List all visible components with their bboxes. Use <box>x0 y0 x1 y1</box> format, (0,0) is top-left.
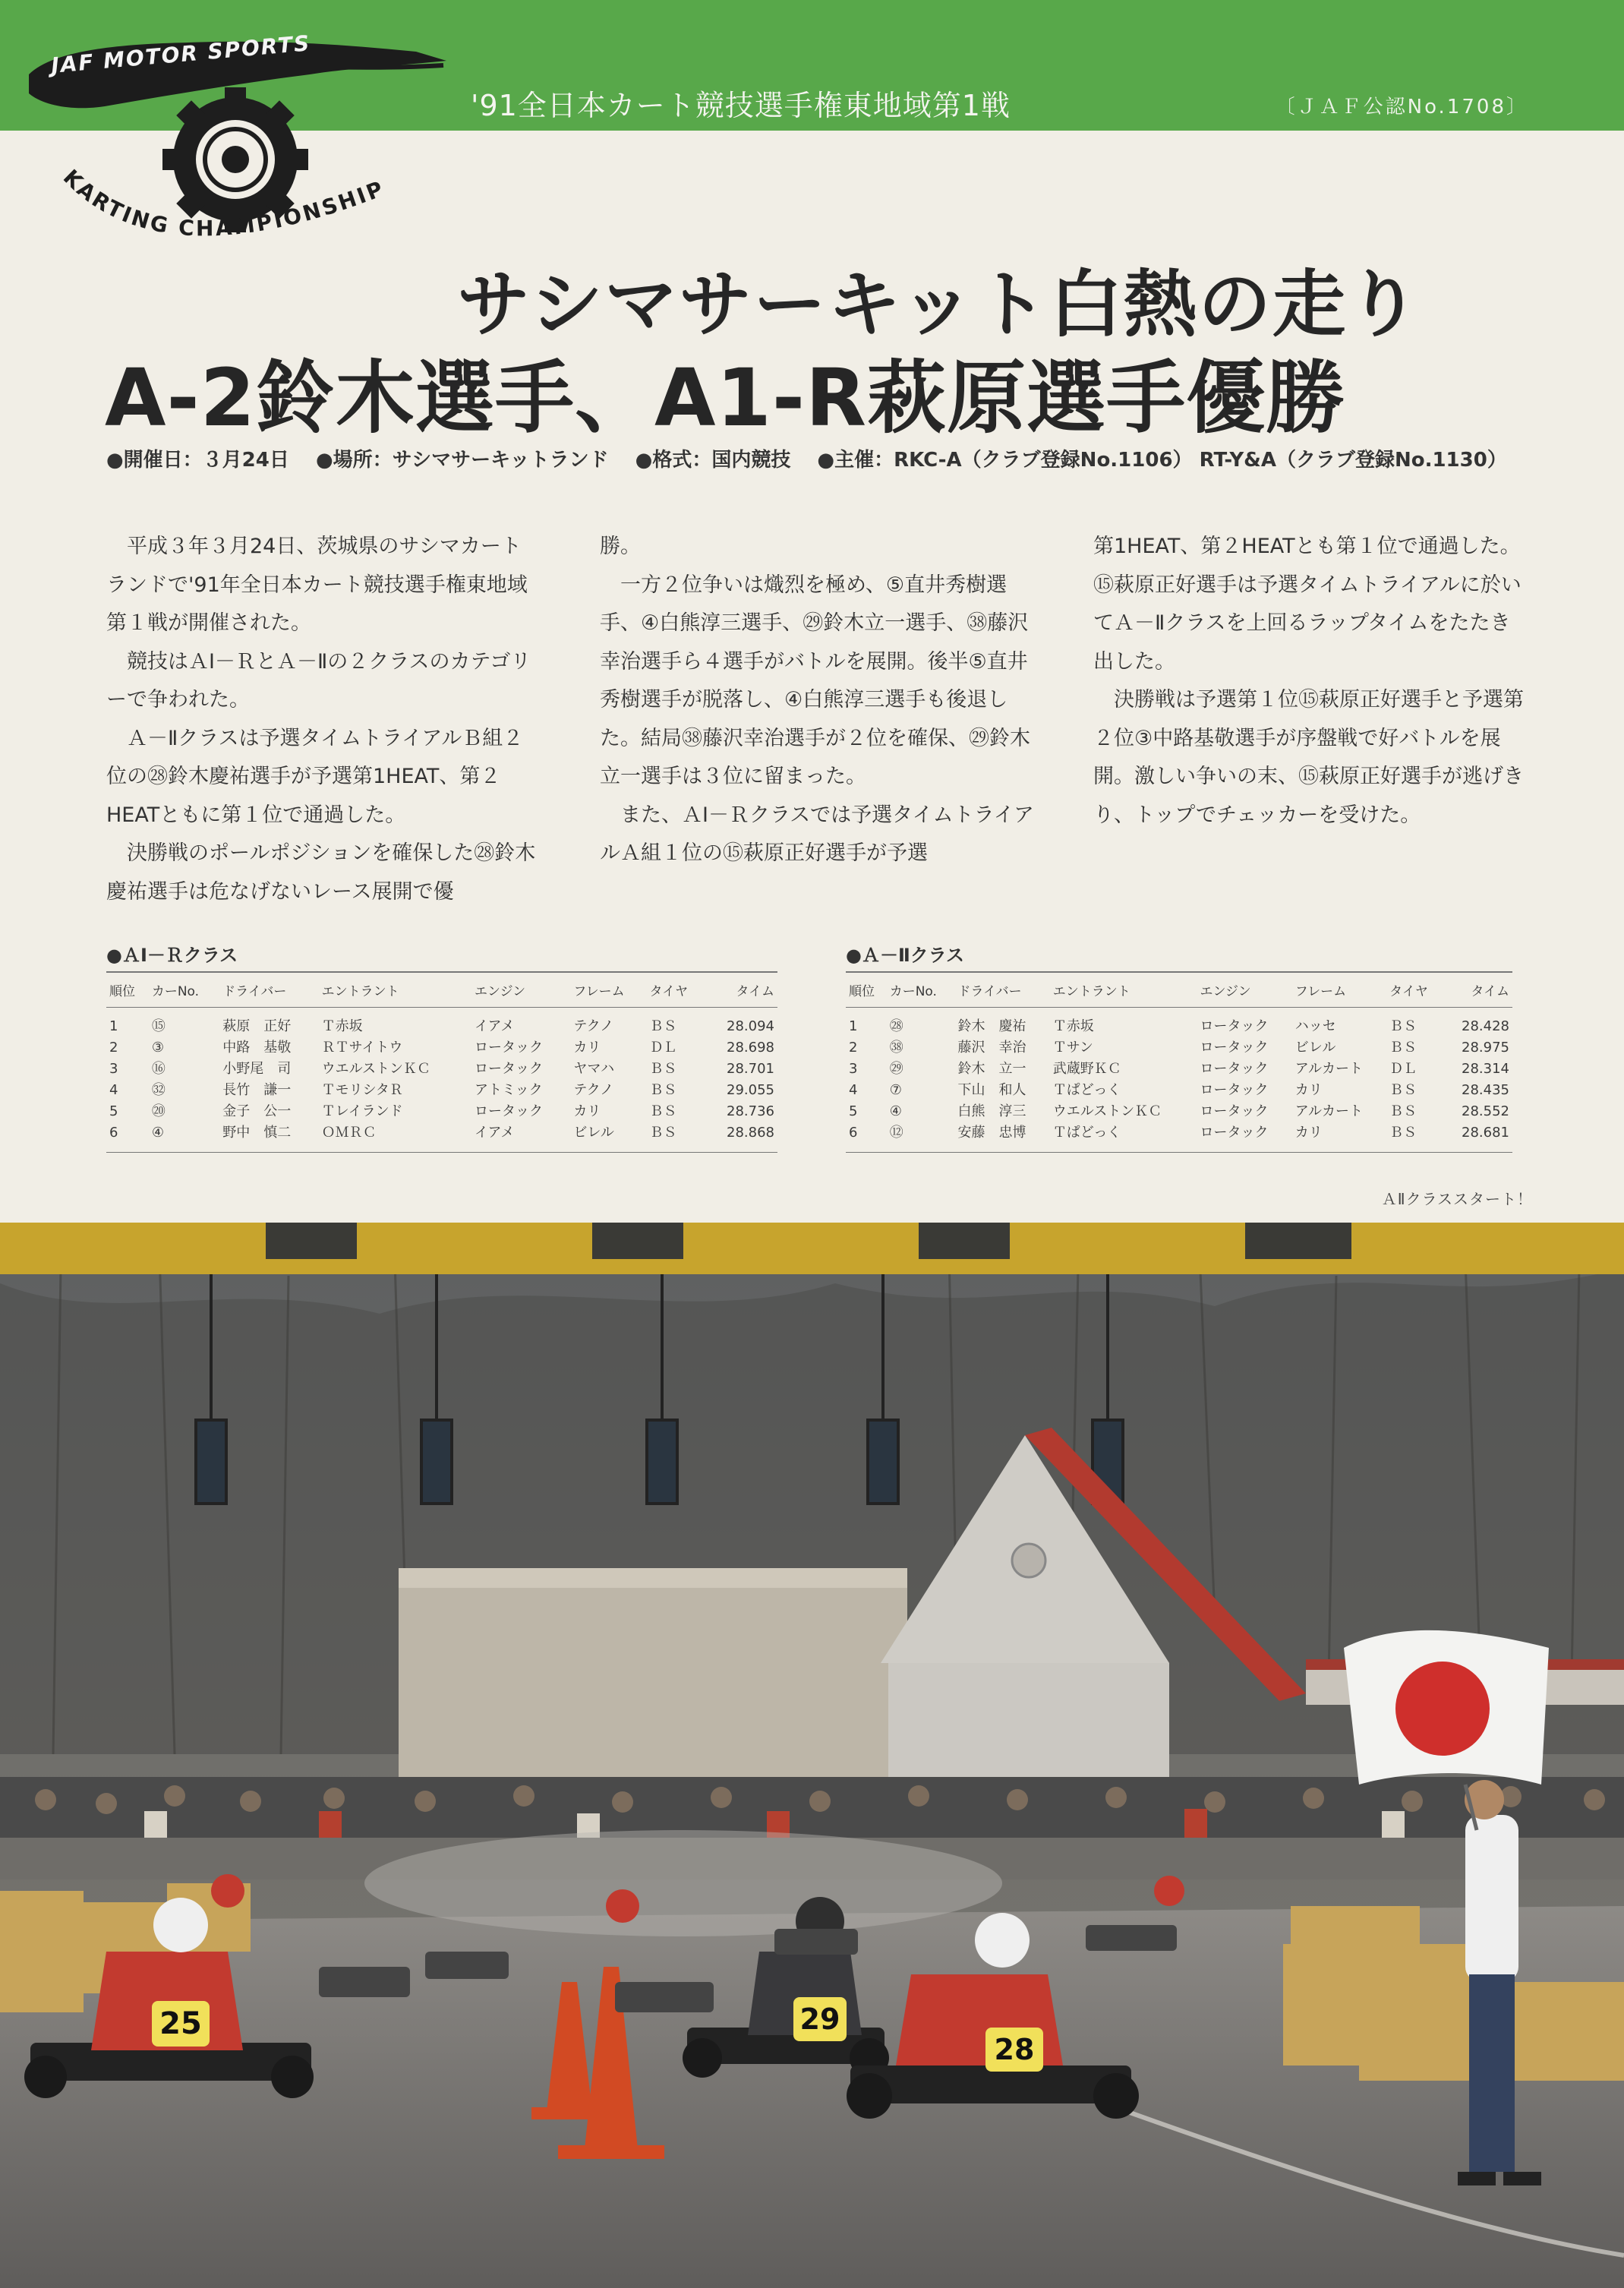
table-row: 4 ⑦ 下山 和人 Ｔぱどっく ロータック カリ ＢＳ 28.435 <box>849 1082 1509 1098</box>
table-row: 1 ㉘ 鈴木 慶祐 Ｔ赤坂 ロータック ハッセ ＢＳ 28.428 <box>849 1018 1509 1034</box>
col-engine: エンジン <box>1197 972 1291 1008</box>
col-entrant: エントラント <box>319 972 471 1008</box>
results-table <box>106 971 777 1153</box>
col-engine: エンジン <box>471 972 570 1008</box>
col-pos: 順位 <box>106 972 149 1008</box>
table-title: ●Ａ－Ⅱクラス <box>846 945 965 966</box>
paragraph: 決勝戦は予選第１位⑮萩原正好選手と予選第２位③中路基敬選手が序盤戦で好バトルを展開。激しい争いの末、⑮萩原正好選手が逃げきり、トップでチェッカーを受けた。 <box>1093 688 1524 827</box>
karting-championship-logo <box>46 87 440 277</box>
meta-date: ●開催日：３月24日 <box>106 449 289 472</box>
table-row: 1 ⑮ 萩原 正好 Ｔ赤坂 イアメ テクノ ＢＳ 28.094 <box>109 1018 774 1034</box>
logo-arc-text: KARTING CHAMPIONSHIP <box>58 164 389 241</box>
brand-text: JAF MOTOR SPORTS <box>50 30 312 78</box>
table-row: 5 ④ 白熊 淳三 ウエルストンＫＣ ロータック アルカート ＢＳ 28.552 <box>849 1103 1509 1119</box>
article-column-1 <box>106 528 539 911</box>
table-row: 3 ㉙ 鈴木 立一 武蔵野ＫＣ ロータック アルカート ＤＬ 28.314 <box>849 1061 1509 1077</box>
meta-format: ●格式：国内競技 <box>635 449 791 472</box>
meta-organizer: ●主催：RKC-A（クラブ登録No.1106） RT-Y&A（クラブ登録No.1130） <box>817 449 1507 472</box>
event-title: '91全日本カート競技選手権東地域第1戦 <box>471 89 1011 122</box>
table-row: 2 ③ 中路 基敬 ＲＴサイトウ ロータック カリ ＤＬ 28.698 <box>109 1040 774 1056</box>
results-table <box>846 971 1512 1153</box>
col-time: タイム <box>706 972 777 1008</box>
paragraph: 第1HEAT、第２HEATとも第１位で通過した。⑮萩原正好選手は予選タイムトライアルに於いてＡ－Ⅱクラスを上回るラップタイムをたたき出した。 <box>1093 535 1522 674</box>
table-row: 2 ㊳ 藤沢 幸治 Ｔサン ロータック ビレル ＢＳ 28.975 <box>849 1040 1509 1056</box>
headline-line-1: サシマサーキット白熱の走り <box>457 262 1422 347</box>
kart-number: 28 <box>994 2033 1035 2066</box>
table-row: 6 ⑫ 安藤 忠博 Ｔぱどっく ロータック カリ ＢＳ 28.681 <box>846 1122 1512 1153</box>
col-pos: 順位 <box>846 972 887 1008</box>
paragraph: 一方２位争いは熾烈を極め、⑤直井秀樹選手、④白熊淳三選手、㉙鈴木立一選手、㊳藤沢幸治選手ら４選手がバトルを展開。後半⑤直井秀樹選手が脱落し、④白熊淳三選手も後退した。結局㊳藤沢幸治選手が２位を確保、㉙鈴木立一選手は３位に留まった。 <box>600 573 1030 788</box>
col-car: カーNo. <box>887 972 955 1008</box>
table-row: 5 ⑳ 金子 公一 Ｔレイランド ロータック カリ ＢＳ 28.736 <box>109 1103 774 1119</box>
kart-number: 29 <box>799 2002 840 2036</box>
building-left <box>399 1568 907 1796</box>
col-driver: ドライバー <box>955 972 1050 1008</box>
certification-number: 〔ＪＡＦ公認No.1708〕 <box>1275 96 1528 118</box>
table-row: 6 ④ 野中 慎二 ＯＭＲＣ イアメ ビレル ＢＳ 28.868 <box>106 1122 777 1153</box>
paragraph: 平成３年３月24日、茨城県のサシマカートランドで'91年全日本カート競技選手権東地域第１戦が開催された。 <box>106 535 528 635</box>
table-row: 3 ⑯ 小野尾 司 ウエルストンＫＣ ロータック ヤマハ ＢＳ 28.701 <box>109 1061 774 1077</box>
col-tire: タイヤ <box>647 972 706 1008</box>
photo-caption: ＡⅡクラススタート！ <box>1381 1190 1533 1208</box>
event-meta <box>106 444 1527 472</box>
paragraph: また、ＡⅠ－Ｒクラスでは予選タイムトライアルＡ組１位の⑮萩原正好選手が予選 <box>600 803 1034 865</box>
col-tire: タイヤ <box>1386 972 1443 1008</box>
paragraph: Ａ－Ⅱクラスは予選タイムトライアルＢ組２位の㉘鈴木慶祐選手が予選第1HEAT、第２HEATともに第１位で通過した。 <box>106 726 524 827</box>
kart-number: 25 <box>159 2006 202 2041</box>
article-column-2 <box>600 528 1034 873</box>
col-time: タイム <box>1443 972 1512 1008</box>
paragraph: 勝。 <box>600 535 641 558</box>
paragraph: 競技はＡⅠ－ＲとＡ－Ⅱの２クラスのカテゴリーで争われた。 <box>106 649 531 712</box>
results-table-a1r <box>106 940 777 1153</box>
headline-line-2: A-2鈴木選手、A1-R萩原選手優勝 <box>105 352 1346 444</box>
col-driver: ドライバー <box>219 972 318 1008</box>
meta-venue: ●場所：サシマサーキットランド <box>315 449 609 472</box>
results-table-a2 <box>846 940 1512 1153</box>
paragraph: 決勝戦のポールポジションを確保した㉘鈴木慶祐選手は危なげないレース展開で優 <box>106 841 536 904</box>
article-column-3 <box>1093 528 1528 835</box>
col-frame: フレーム <box>1292 972 1386 1008</box>
col-frame: フレーム <box>570 972 646 1008</box>
col-car: カーNo. <box>149 972 219 1008</box>
start-gantry <box>0 1223 1624 1274</box>
race-start-photo <box>0 1223 1624 2288</box>
table-title: ●ＡⅠ－Ｒクラス <box>106 945 238 966</box>
table-row: 4 ㉜ 長竹 謙一 ＴモリシタＲ アトミック テクノ ＢＳ 29.055 <box>109 1082 774 1098</box>
col-entrant: エントラント <box>1050 972 1197 1008</box>
